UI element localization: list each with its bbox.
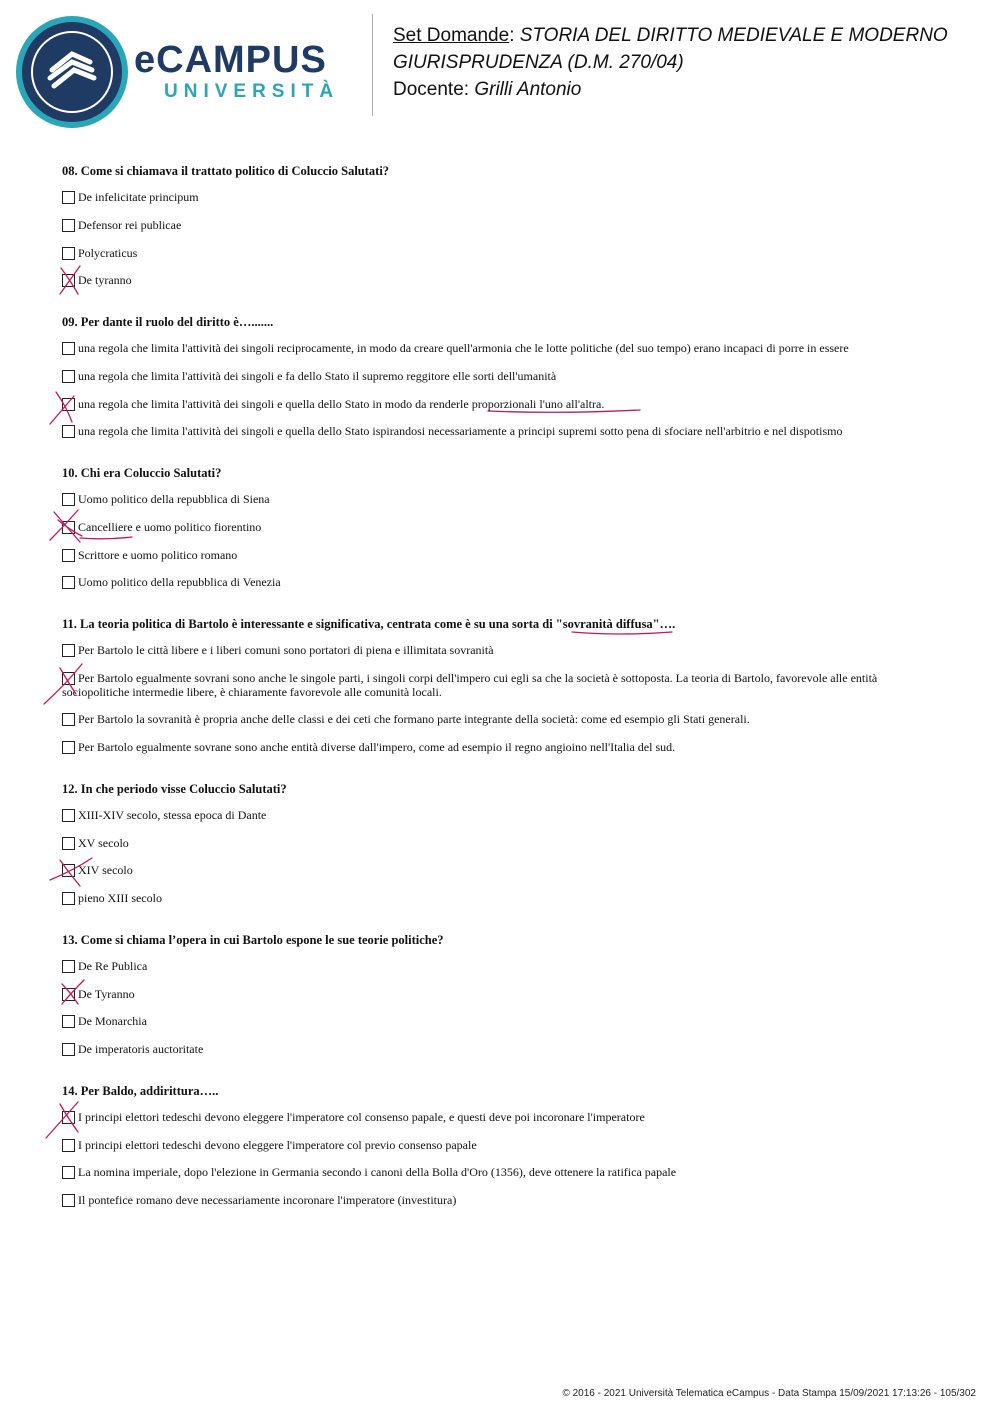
option[interactable] [62,246,922,260]
option-text: Scrittore e uomo politico romano [78,548,238,562]
checkbox[interactable] [62,493,75,506]
checkbox[interactable] [62,892,75,905]
checkbox[interactable] [62,191,75,204]
checkbox[interactable] [62,342,75,355]
option[interactable] [62,643,922,657]
option[interactable] [62,987,922,1001]
checkbox[interactable] [62,1139,75,1152]
degree: GIURISPRUDENZA (D.M. 270/04) [393,52,684,73]
checkbox[interactable] [62,576,75,589]
option[interactable] [62,190,922,204]
option-text: De Monarchia [78,1014,147,1028]
checkbox[interactable] [62,809,75,822]
option-text: De tyranno [78,273,132,287]
checkbox[interactable] [62,837,75,850]
option[interactable] [62,369,922,383]
option-text: I principi elettori tedeschi devono eleggere l'imperatore col previo consenso papale [78,1138,477,1152]
option-text: XIII-XIV secolo, stessa epoca di Dante [78,808,267,822]
option[interactable] [62,1014,922,1028]
option[interactable] [62,863,922,877]
option-text: XIV secolo [78,863,133,877]
option[interactable] [62,492,922,506]
option-text: Per Bartolo egualmente sovrani sono anche le singole parti, i singoli corpi dell'impero cui egli sa che la società è sottoposta. La teoria di Bartolo, favorevole alle entità sociopolitiche intermedie libere, è chiaramente favorevole alle comunità locali. [62,671,878,699]
option[interactable] [62,808,922,822]
option[interactable] [62,712,922,726]
checkbox[interactable] [62,1043,75,1056]
option[interactable] [62,520,922,534]
option[interactable] [62,836,922,850]
option[interactable] [62,397,922,411]
option-text: una regola che limita l'attività dei singoli e quella dello Stato in modo da renderle proporzionali l'uno all'altra. [78,397,605,411]
option-text: Il pontefice romano deve necessariamente incoronare l'imperatore (investitura) [78,1193,457,1207]
checkbox[interactable] [62,644,75,657]
option-text: Polycraticus [78,246,138,260]
option[interactable] [62,575,922,589]
option[interactable] [62,671,922,699]
option[interactable] [62,548,922,562]
option[interactable] [62,273,922,287]
option[interactable] [62,424,922,438]
set-label: Set Domande [393,25,510,46]
option-text: De Re Publica [78,959,148,973]
option-text: XV secolo [78,836,129,850]
option-text: Defensor rei publicae [78,218,182,232]
checkbox[interactable] [62,370,75,383]
option-text: una regola che limita l'attività dei singoli e quella dello Stato ispirandosi necessariamente a principi supremi sotto pena di sfociare nell'arbitrio e nel dispotismo [78,424,843,438]
teacher-label: Docente [393,79,464,100]
brand-wordmark [134,40,339,104]
checkbox[interactable] [62,1111,75,1124]
option-text: La nomina imperiale, dopo l'elezione in Germania secondo i canoni della Bolla d'Oro (1356), deve ottenere la ratifica papale [78,1165,677,1179]
option[interactable] [62,1042,922,1056]
option[interactable] [62,218,922,232]
option-text: I principi elettori tedeschi devono eleggere l'imperatore col consenso papale, e questi deve poi incoronare l'imperatore [78,1110,645,1124]
checkbox[interactable] [62,521,75,534]
option-text: Per Bartolo egualmente sovrane sono anche entità diverse dall'impero, come ad esempio il regno angioino nell'Italia del sud. [78,740,676,754]
teacher-name: Grilli Antonio [474,79,582,100]
header-info: Set Domande: STORIA DEL DIRITTO MEDIEVALE E MODERNO GIURISPRUDENZA (D.M. 270/04) Docente: Grilli Antonio [393,25,948,100]
option-text: Cancelliere e uomo politico fiorentino [78,520,262,534]
option[interactable] [62,1193,922,1207]
option[interactable] [62,891,922,905]
checkbox[interactable] [62,549,75,562]
question-title: 12. In che periodo visse Coluccio Salutati? [62,782,287,796]
checkbox[interactable] [62,398,75,411]
option[interactable] [62,740,922,754]
header-divider [372,14,373,116]
option[interactable] [62,1138,922,1152]
option[interactable] [62,341,922,355]
question-title: 08. Come si chiamava il trattato politico di Coluccio Salutati? [62,164,390,178]
brand-main: eCAMPUS [134,39,327,81]
option-text: Per Bartolo la sovranità è propria anche delle classi e dei ceti che formano parte integrante della società: come ed esempio gli Stati generali. [78,712,750,726]
checkbox[interactable] [62,741,75,754]
option-text: De infelicitate principum [78,190,199,204]
question-title: 10. Chi era Coluccio Salutati? [62,466,222,480]
checkbox[interactable] [62,425,75,438]
checkbox[interactable] [62,1166,75,1179]
option-text: Per Bartolo le città libere e i liberi comuni sono portatori di piena e illimitata sovranità [78,643,494,657]
option-text: una regola che limita l'attività dei singoli e fa dello Stato il supremo reggitore elle sorti dell'umanità [78,369,557,383]
option-text: pieno XIII secolo [78,891,162,905]
option-text: Uomo politico della repubblica di Venezia [78,575,281,589]
checkbox[interactable] [62,960,75,973]
option-text: una regola che limita l'attività dei singoli reciprocamente, in modo da creare quell'armonia che le lotte politiche (del suo tempo) erano incapaci di porre in essere [78,341,849,355]
checkbox[interactable] [62,247,75,260]
page-header [0,0,1000,140]
checkbox[interactable] [62,672,75,685]
page-footer: © 2016 - 2021 Università Telematica eCampus - Data Stampa 15/09/2021 17:13:26 - 105/302 [562,1388,976,1399]
underline-mark [80,537,132,539]
option-text: De Tyranno [78,987,135,1001]
checkbox[interactable] [62,219,75,232]
option-text: De imperatoris auctoritate [78,1042,204,1056]
option-text: Uomo politico della repubblica di Siena [78,492,270,506]
checkbox[interactable] [62,988,75,1001]
brand-sub: UNIVERSITÀ [164,81,340,102]
ecampus-logo [14,14,130,135]
checkbox[interactable] [62,713,75,726]
checkbox[interactable] [62,274,75,287]
checkbox[interactable] [62,1194,75,1207]
question-title: 13. Come si chiama l’opera in cui Bartolo espone le sue teorie politiche? [62,933,444,947]
option[interactable] [62,959,922,973]
question-title: 14. Per Baldo, addirittura….. [62,1084,219,1098]
checkbox[interactable] [62,1015,75,1028]
question-title: 09. Per dante il ruolo del diritto è…....... [62,315,274,329]
checkbox[interactable] [62,864,75,877]
option[interactable] [62,1110,922,1124]
question-title: 11. La teoria politica di Bartolo è interessante e significativa, centrata come è su una sorta di "sovranità diffusa"…. [62,617,676,631]
underline-mark [572,632,672,634]
subject: STORIA DEL DIRITTO MEDIEVALE E MODERNO [519,25,948,46]
option[interactable] [62,1165,922,1179]
